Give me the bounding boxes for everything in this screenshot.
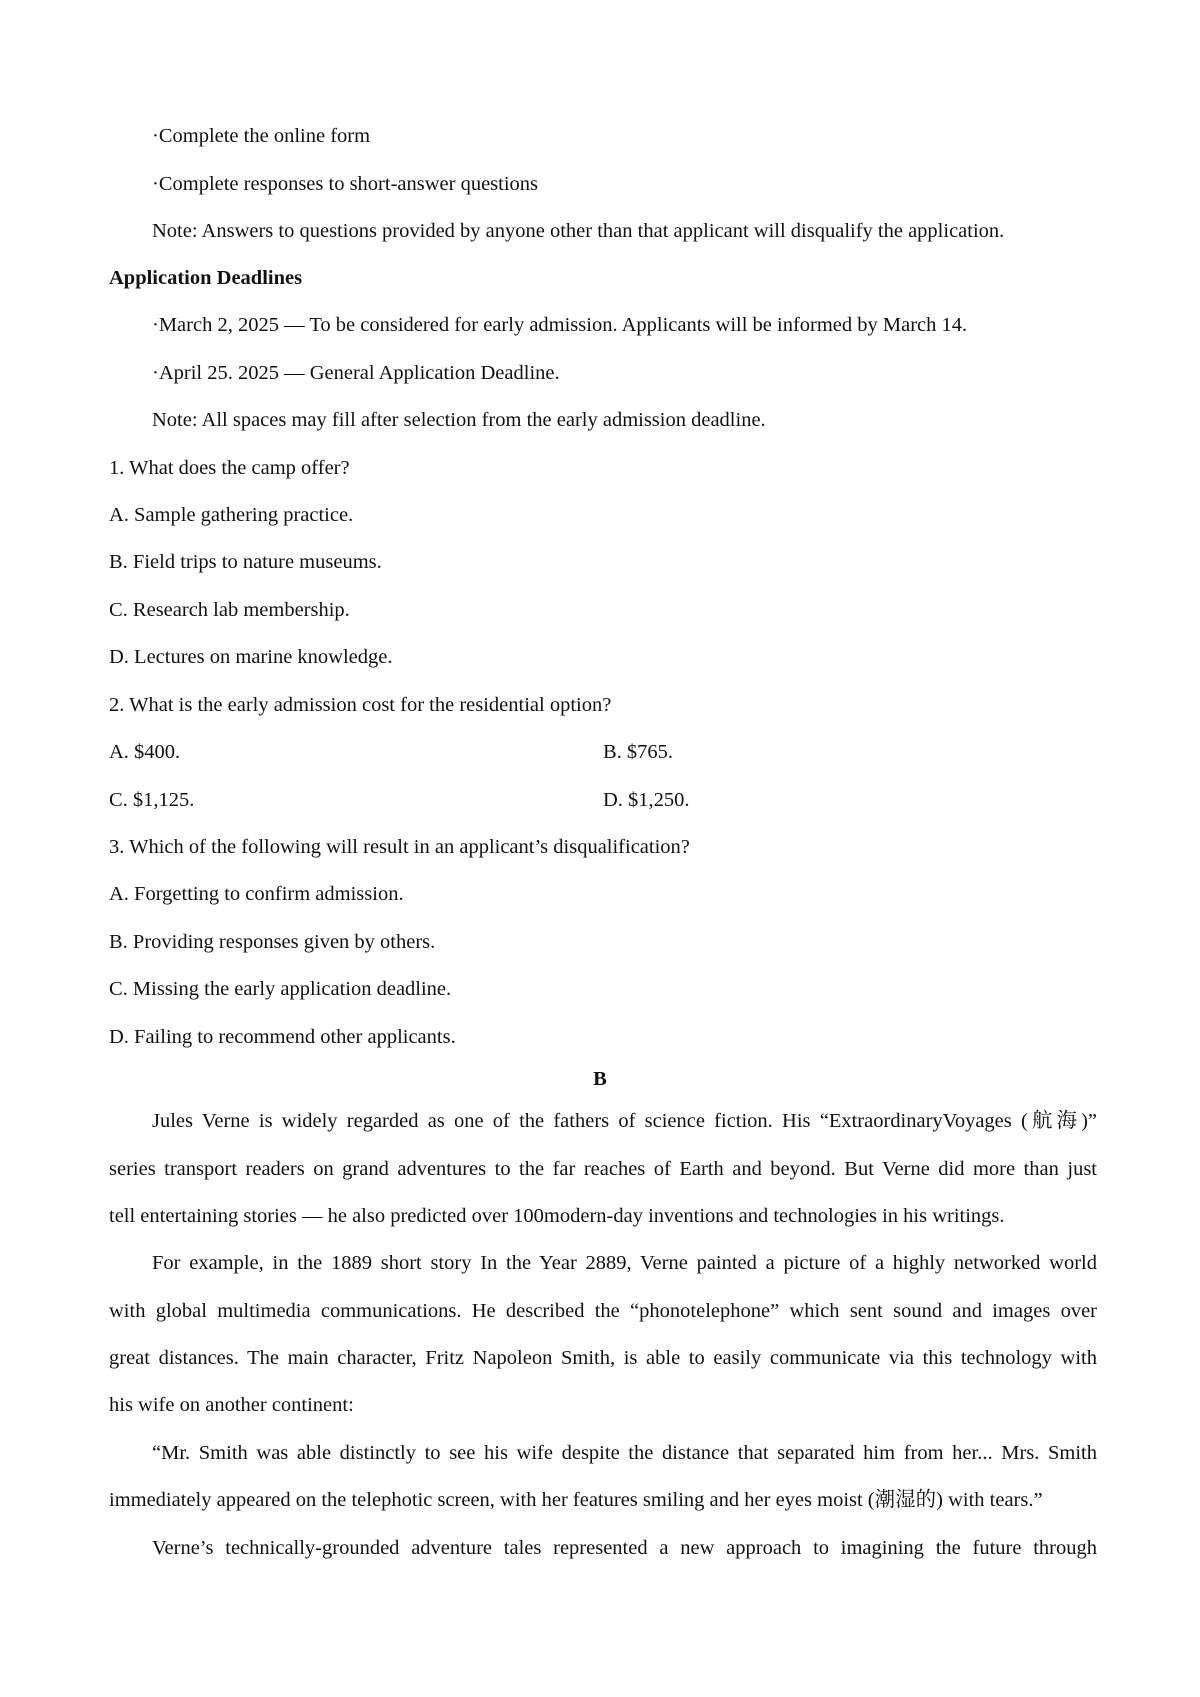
question-option: C. Research lab membership. <box>109 599 350 621</box>
question-option: D. Lectures on marine knowledge. <box>109 646 393 668</box>
deadline-item: ·March 2, 2025 — To be considered for early admission. Applicants will be informed by March 14. <box>152 314 968 336</box>
paragraph-line: series transport readers on grand adventures to the far reaches of Earth and beyond. But Verne did more than just <box>109 1158 1097 1180</box>
question-stem: 1. What does the camp offer? <box>109 457 350 479</box>
question-option: A. $400. <box>109 741 181 763</box>
deadlines-note: Note: All spaces may fill after selection from the early admission deadline. <box>152 409 766 431</box>
deadline-item: ·April 25. 2025 — General Application Deadline. <box>152 362 560 384</box>
question-option: B. $765. <box>603 741 674 763</box>
paragraph-line: tell entertaining stories — he also predicted over 100modern-day inventions and technologies in his writings. <box>109 1205 1005 1227</box>
paragraph-line: his wife on another continent: <box>109 1394 354 1416</box>
question-stem: 2. What is the early admission cost for the residential option? <box>109 694 612 716</box>
question-stem: 3. Which of the following will result in an applicant’s disqualification? <box>109 836 690 858</box>
question-option: C. $1,125. <box>109 789 195 811</box>
question-option: B. Providing responses given by others. <box>109 931 436 953</box>
paragraph-line: For example, in the 1889 short story In the Year 2889, Verne painted a picture of a highly networked world <box>152 1252 1097 1274</box>
deadlines-heading: Application Deadlines <box>109 267 303 289</box>
question-option: D. $1,250. <box>603 789 690 811</box>
question-option: C. Missing the early application deadline. <box>109 978 452 1000</box>
application-step: ·Complete the online form <box>152 125 371 147</box>
paragraph-line: Jules Verne is widely regarded as one of the fathers of science fiction. His “ExtraordinaryVoyages (航海)” <box>152 1110 1097 1132</box>
question-option: B. Field trips to nature museums. <box>109 551 382 573</box>
application-step: ·Complete responses to short-answer questions <box>152 173 539 195</box>
quote-line: “Mr. Smith was able distinctly to see his wife despite the distance that separated him from her... Mrs. Smith <box>152 1442 1097 1464</box>
passage-heading: B <box>593 1068 607 1090</box>
question-option: A. Forgetting to confirm admission. <box>109 883 404 905</box>
quote-line: immediately appeared on the telephotic screen, with her features smiling and her eyes moist (潮湿的) with tears.” <box>109 1489 1043 1511</box>
application-note: Note: Answers to questions provided by anyone other than that applicant will disqualify the application. <box>152 220 1005 242</box>
question-option: A. Sample gathering practice. <box>109 504 354 526</box>
paragraph-line: great distances. The main character, Fritz Napoleon Smith, is able to easily communicate via this technology with <box>109 1347 1097 1369</box>
question-option: D. Failing to recommend other applicants. <box>109 1026 456 1048</box>
paragraph-line: with global multimedia communications. He described the “phonotelephone” which sent sound and images over <box>109 1300 1097 1322</box>
paragraph-line: Verne’s technically-grounded adventure tales represented a new approach to imagining the future through <box>152 1537 1097 1559</box>
